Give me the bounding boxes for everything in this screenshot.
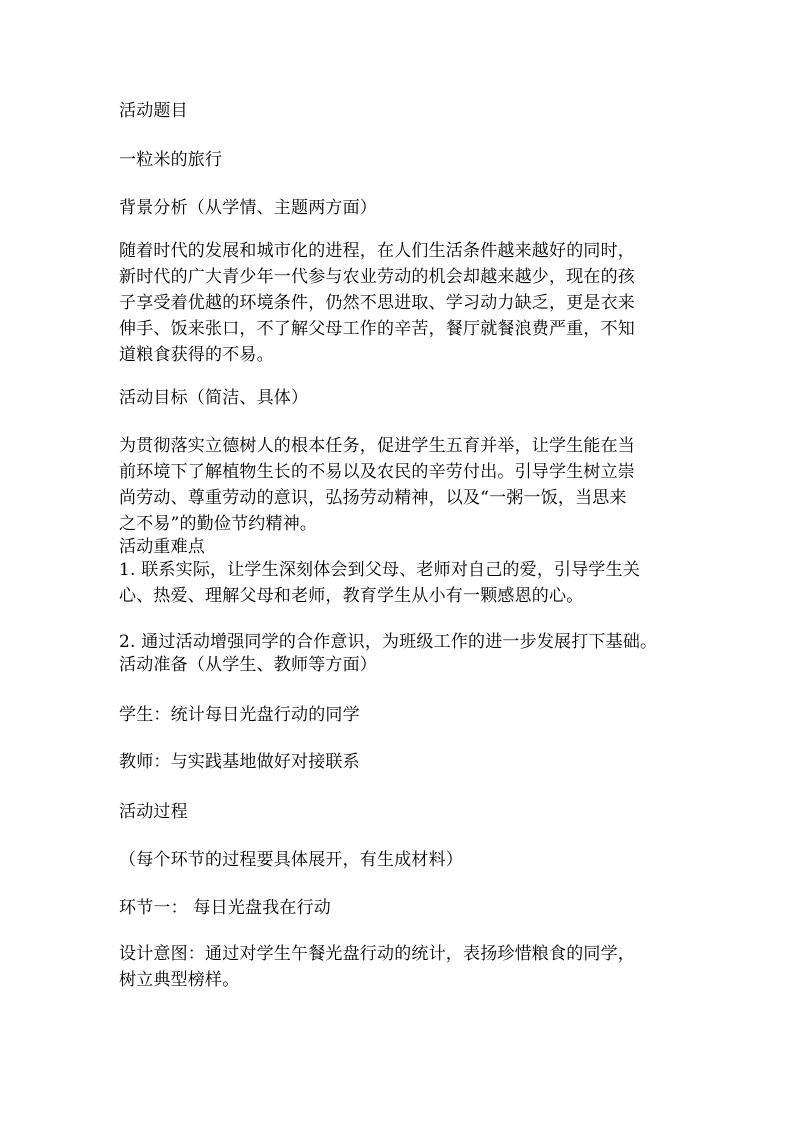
- difficulty-item-1-line: 心、热爱、理解父母和老师，教育学生从小有一颗感恩的心。: [119, 586, 584, 606]
- goals-paragraph-line: 尚劳动、尊重劳动的意识，弘扬劳动精神，以及“一粥一饭，当思来: [119, 488, 627, 508]
- process-note: （每个环节的过程要具体展开，有生成材料）: [119, 850, 463, 870]
- goals-paragraph-line: 之不易”的勤俭节约精神。: [119, 514, 318, 534]
- background-paragraph-line: 新时代的广大青少年一代参与农业劳动的机会却越来越少，现在的孩: [119, 267, 635, 287]
- design-intent-line: 设计意图：通过对学生午餐光盘行动的统计，表扬珍惜粮食的同学，: [119, 944, 635, 964]
- heading-activity-goals: 活动目标（简洁、具体）: [119, 388, 309, 408]
- stage-one-title: 环节一： 每日光盘我在行动: [119, 898, 332, 918]
- difficulty-item-2: 2. 通过活动增强同学的合作意识，为班级工作的进一步发展打下基础。: [119, 632, 658, 652]
- design-intent-line: 树立典型榜样。: [119, 970, 240, 990]
- activity-title-text: 一粒米的旅行: [119, 150, 223, 170]
- heading-preparation: 活动准备（从学生、教师等方面）: [119, 655, 377, 675]
- preparation-students: 学生：统计每日光盘行动的同学: [119, 705, 360, 725]
- heading-activity-process: 活动过程: [119, 802, 188, 822]
- heading-key-difficulties: 活动重难点: [119, 537, 205, 557]
- background-paragraph-line: 伸手、饭来张口，不了解父母工作的辛苦，餐厅就餐浪费严重，不知: [119, 319, 635, 339]
- goals-paragraph-line: 前环境下了解植物生长的不易以及农民的辛劳付出。引导学生树立崇: [119, 462, 635, 482]
- difficulty-item-1-line: 1. 联系实际，让学生深刻体会到父母、老师对自己的爱，引导学生关: [119, 560, 641, 580]
- background-paragraph-line: 道粮食获得的不易。: [119, 345, 274, 365]
- goals-paragraph-line: 为贯彻落实立德树人的根本任务，促进学生五育并举，让学生能在当: [119, 436, 635, 456]
- heading-activity-title: 活动题目: [119, 101, 188, 121]
- background-paragraph-line: 随着时代的发展和城市化的进程，在人们生活条件越来越好的同时，: [119, 241, 635, 261]
- document-page: [119, 0, 689, 1123]
- background-paragraph-line: 子享受着优越的环境条件，仍然不思进取、学习动力缺乏，更是衣来: [119, 293, 635, 313]
- heading-background-analysis: 背景分析（从学情、主题两方面）: [119, 198, 377, 218]
- preparation-teachers: 教师：与实践基地做好对接联系: [119, 752, 360, 772]
